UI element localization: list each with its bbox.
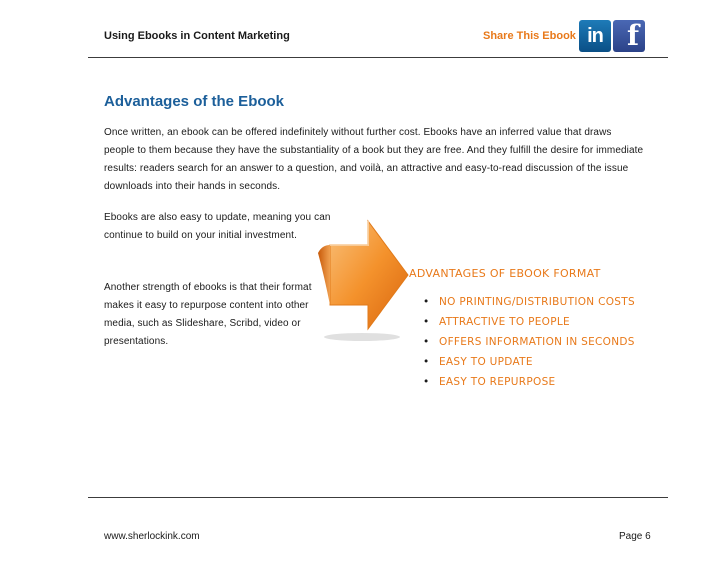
repurpose-paragraph: Another strength of ebooks is that their format makes it easy to repurpose content into other media, such as Slideshare, Scribd, video or presentations. — [104, 282, 312, 347]
intro-paragraph: Once written, an ebook can be offered indefinitely without further cost. Ebooks have an inferred value that draws people to them because they have the substantiality of a book but they are free. And they fulfill the desire for immediate results: readers search for an answer to a question, and voilà, an attractive and easy-to-read discussion of the issue downloads into their hands in seconds. — [104, 127, 644, 192]
list-item: • EASY TO REPURPOSE — [423, 372, 669, 392]
list-item: • ATTRACTIVE TO PEOPLE — [423, 312, 669, 332]
page-number: Page 6 — [619, 531, 651, 542]
bullet-icon: • — [423, 296, 430, 308]
callout-box — [409, 267, 669, 392]
header-divider — [88, 57, 668, 58]
facebook-button[interactable] — [613, 20, 645, 52]
linkedin-button[interactable] — [579, 20, 611, 52]
header-title: Using Ebooks in Content Marketing — [104, 30, 290, 42]
advantages-list — [409, 292, 669, 392]
orange-arrow-icon — [310, 215, 410, 345]
share-label: Share This Ebook — [483, 30, 576, 42]
section-title: Advantages of the Ebook — [104, 93, 285, 110]
footer-url-link[interactable]: www.sherlockink.com — [104, 531, 200, 542]
update-paragraph: Ebooks are also easy to update, meaning you can continue to build on your initial investment. — [104, 212, 331, 241]
list-item: • NO PRINTING/DISTRIBUTION COSTS — [423, 292, 669, 312]
linkedin-icon: in — [587, 24, 603, 47]
list-item: • EASY TO UPDATE — [423, 352, 669, 372]
bullet-icon: • — [423, 336, 430, 348]
list-item: • OFFERS INFORMATION IN SECONDS — [423, 332, 669, 352]
facebook-icon: f — [626, 19, 639, 52]
callout-title: ADVANTAGES OF EBOOK FORMAT — [409, 267, 601, 280]
footer-divider — [88, 497, 668, 498]
bullet-icon: • — [423, 356, 430, 368]
bullet-icon: • — [423, 316, 430, 328]
bullet-icon: • — [423, 376, 430, 388]
